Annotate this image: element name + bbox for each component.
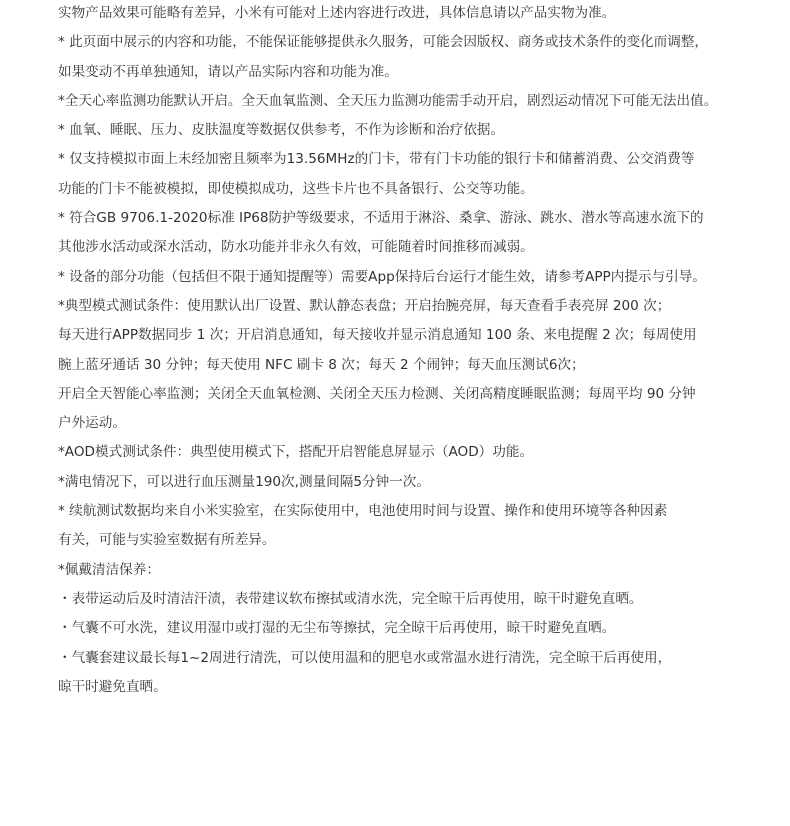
note-line: 腕上蓝牙通话 30 分钟；每天使用 NFC 刷卡 8 次；每天 2 个闹钟；每天血压测试6次； xyxy=(58,356,585,373)
note-line: 功能的门卡不能被模拟，即使模拟成功，这些卡片也不具备银行、公交等功能。 xyxy=(58,180,534,197)
note-line: 户外运动。 xyxy=(58,415,126,432)
note-line: 晾干时避免直晒。 xyxy=(58,678,167,695)
note-line: 每天进行APP数据同步 1 次；开启消息通知，每天接收并显示消息通知 100 条、来电提醒 2 次；每周使用 xyxy=(58,327,697,344)
note-line: 其他涉水活动或深水活动，防水功能并非永久有效，可能随着时间推移而减弱。 xyxy=(58,239,534,256)
note-line: *全天心率监测功能默认开启。全天血氧监测、全天压力监测功能需手动开启，剧烈运动情况下可能无法出值。 xyxy=(58,92,718,109)
note-line: *典型模式测试条件：使用默认出厂设置、默认静态表盘；开启抬腕亮屏，每天查看手表亮屏 200 次； xyxy=(58,297,671,314)
product-disclaimer-notes xyxy=(58,0,758,702)
note-line: ・表带运动后及时清洁汗渍，表带建议软布擦拭或清水洗，完全晾干后再使用，晾干时避免直晒。 xyxy=(58,590,643,607)
note-line: * 符合GB 9706.1-2020标准 IP68防护等级要求，不适用于淋浴、桑拿、游泳、跳水、潜水等高速水流下的 xyxy=(58,210,704,227)
note-line: *佩戴清洁保养： xyxy=(58,561,160,578)
note-line: * 设备的部分功能（包括但不限于通知提醒等）需要App保持后台运行才能生效，请参考APP内提示与引导。 xyxy=(58,268,706,285)
note-line: 实物产品效果可能略有差异，小米有可能对上述内容进行改进，具体信息请以产品实物为准。 xyxy=(58,5,616,21)
note-line: 有关，可能与实验室数据有所差异。 xyxy=(58,532,276,549)
note-line: *AOD模式测试条件：典型使用模式下，搭配开启智能息屏显示（AOD）功能。 xyxy=(58,444,534,461)
note-line: * 此页面中展示的内容和功能，不能保证能够提供永久服务，可能会因版权、商务或技术条件的变化而调整， xyxy=(58,34,709,51)
note-line: * 续航测试数据均来自小米实验室，在实际使用中，电池使用时间与设置、操作和使用环境等各种因素 xyxy=(58,503,668,520)
note-line: * 仅支持模拟市面上未经加密且频率为13.56MHz的门卡，带有门卡功能的银行卡和储蓄消费、公交消费等 xyxy=(58,151,695,168)
note-line: * 血氧、睡眠、压力、皮肤温度等数据仅供参考，不作为诊断和治疗依据。 xyxy=(58,122,505,139)
note-line: *满电情况下，可以进行血压测量190次,测量间隔5分钟一次。 xyxy=(58,473,430,490)
note-line: 开启全天智能心率监测；关闭全天血氧检测、关闭全天压力检测、关闭高精度睡眠监测；每周平均 90 分钟 xyxy=(58,385,696,402)
note-line: ・气囊套建议最长每1~2周进行清洗，可以使用温和的肥皂水或常温水进行清洗，完全晾干后再使用， xyxy=(58,649,672,666)
note-line: ・气囊不可水洗，建议用湿巾或打湿的无尘布等擦拭，完全晾干后再使用，晾干时避免直晒。 xyxy=(58,620,616,637)
note-line: 如果变动不再单独通知，请以产品实际内容和功能为准。 xyxy=(58,63,398,80)
